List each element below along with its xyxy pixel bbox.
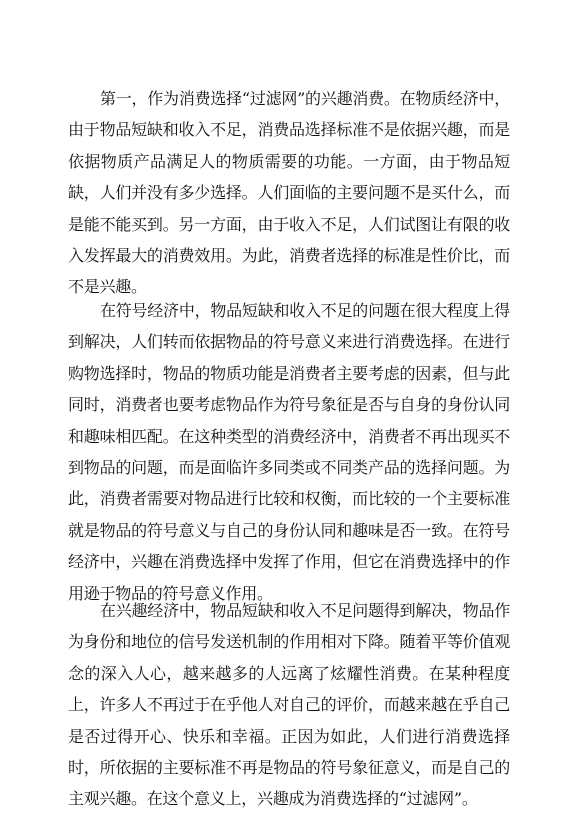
paragraph-interest-economy: 在兴趣经济中，物品短缺和收入不足问题得到解决，物品作为身份和地位的信号发送机制的作用相对下降。随着平等价值观念的深入人心，越来越多的人远离了炫耀性消费。在某种程度上，许多人不再过于在乎他人对自己的评价，而越来越在乎自己是否过得开心、快乐和幸福。正因为如此，人们进行消费选择时，所依据的主要标准不再是物品的符号象征意义，而是自己的主观兴趣。在这个意义上，兴趣成为消费选择的“过滤网”。: [68, 601, 510, 809]
paragraph-interest-consumption-filter: 第一，作为消费选择“过滤网”的兴趣消费。在物质经济中，由于物品短缺和收入不足，消费品选择标准不是依据兴趣，而是依据物质产品满足人的物质需要的功能。一方面，由于物品短缺，人们并没有多少选择。人们面临的主要问题不是买什么，而是能不能买到。另一方面，由于收入不足，人们试图让有限的收入发挥最大的消费效用。为此，消费者选择的标准是性价比，而不是兴趣。: [68, 89, 510, 297]
paragraph-symbolic-economy: 在符号经济中，物品短缺和收入不足的问题在很大程度上得到解决，人们转而依据物品的符号意义来进行消费选择。在进行购物选择时，物品的物质功能是消费者主要考虑的因素，但与此同时，消费者也要考虑物品作为符号象征是否与自身的身份认同和趣味相匹配。在这种类型的消费经济中，消费者不再出现买不到物品的问题，而是面临许多同类或不同类产品的选择问题。为此，消费者需要对物品进行比较和权衡，而比较的一个主要标准就是物品的符号意义与自己的身份认同和趣味是否一致。在符号经济中，兴趣在消费选择中发挥了作用，但它在消费选择中的作用逊于物品的符号意义作用。: [68, 301, 510, 603]
